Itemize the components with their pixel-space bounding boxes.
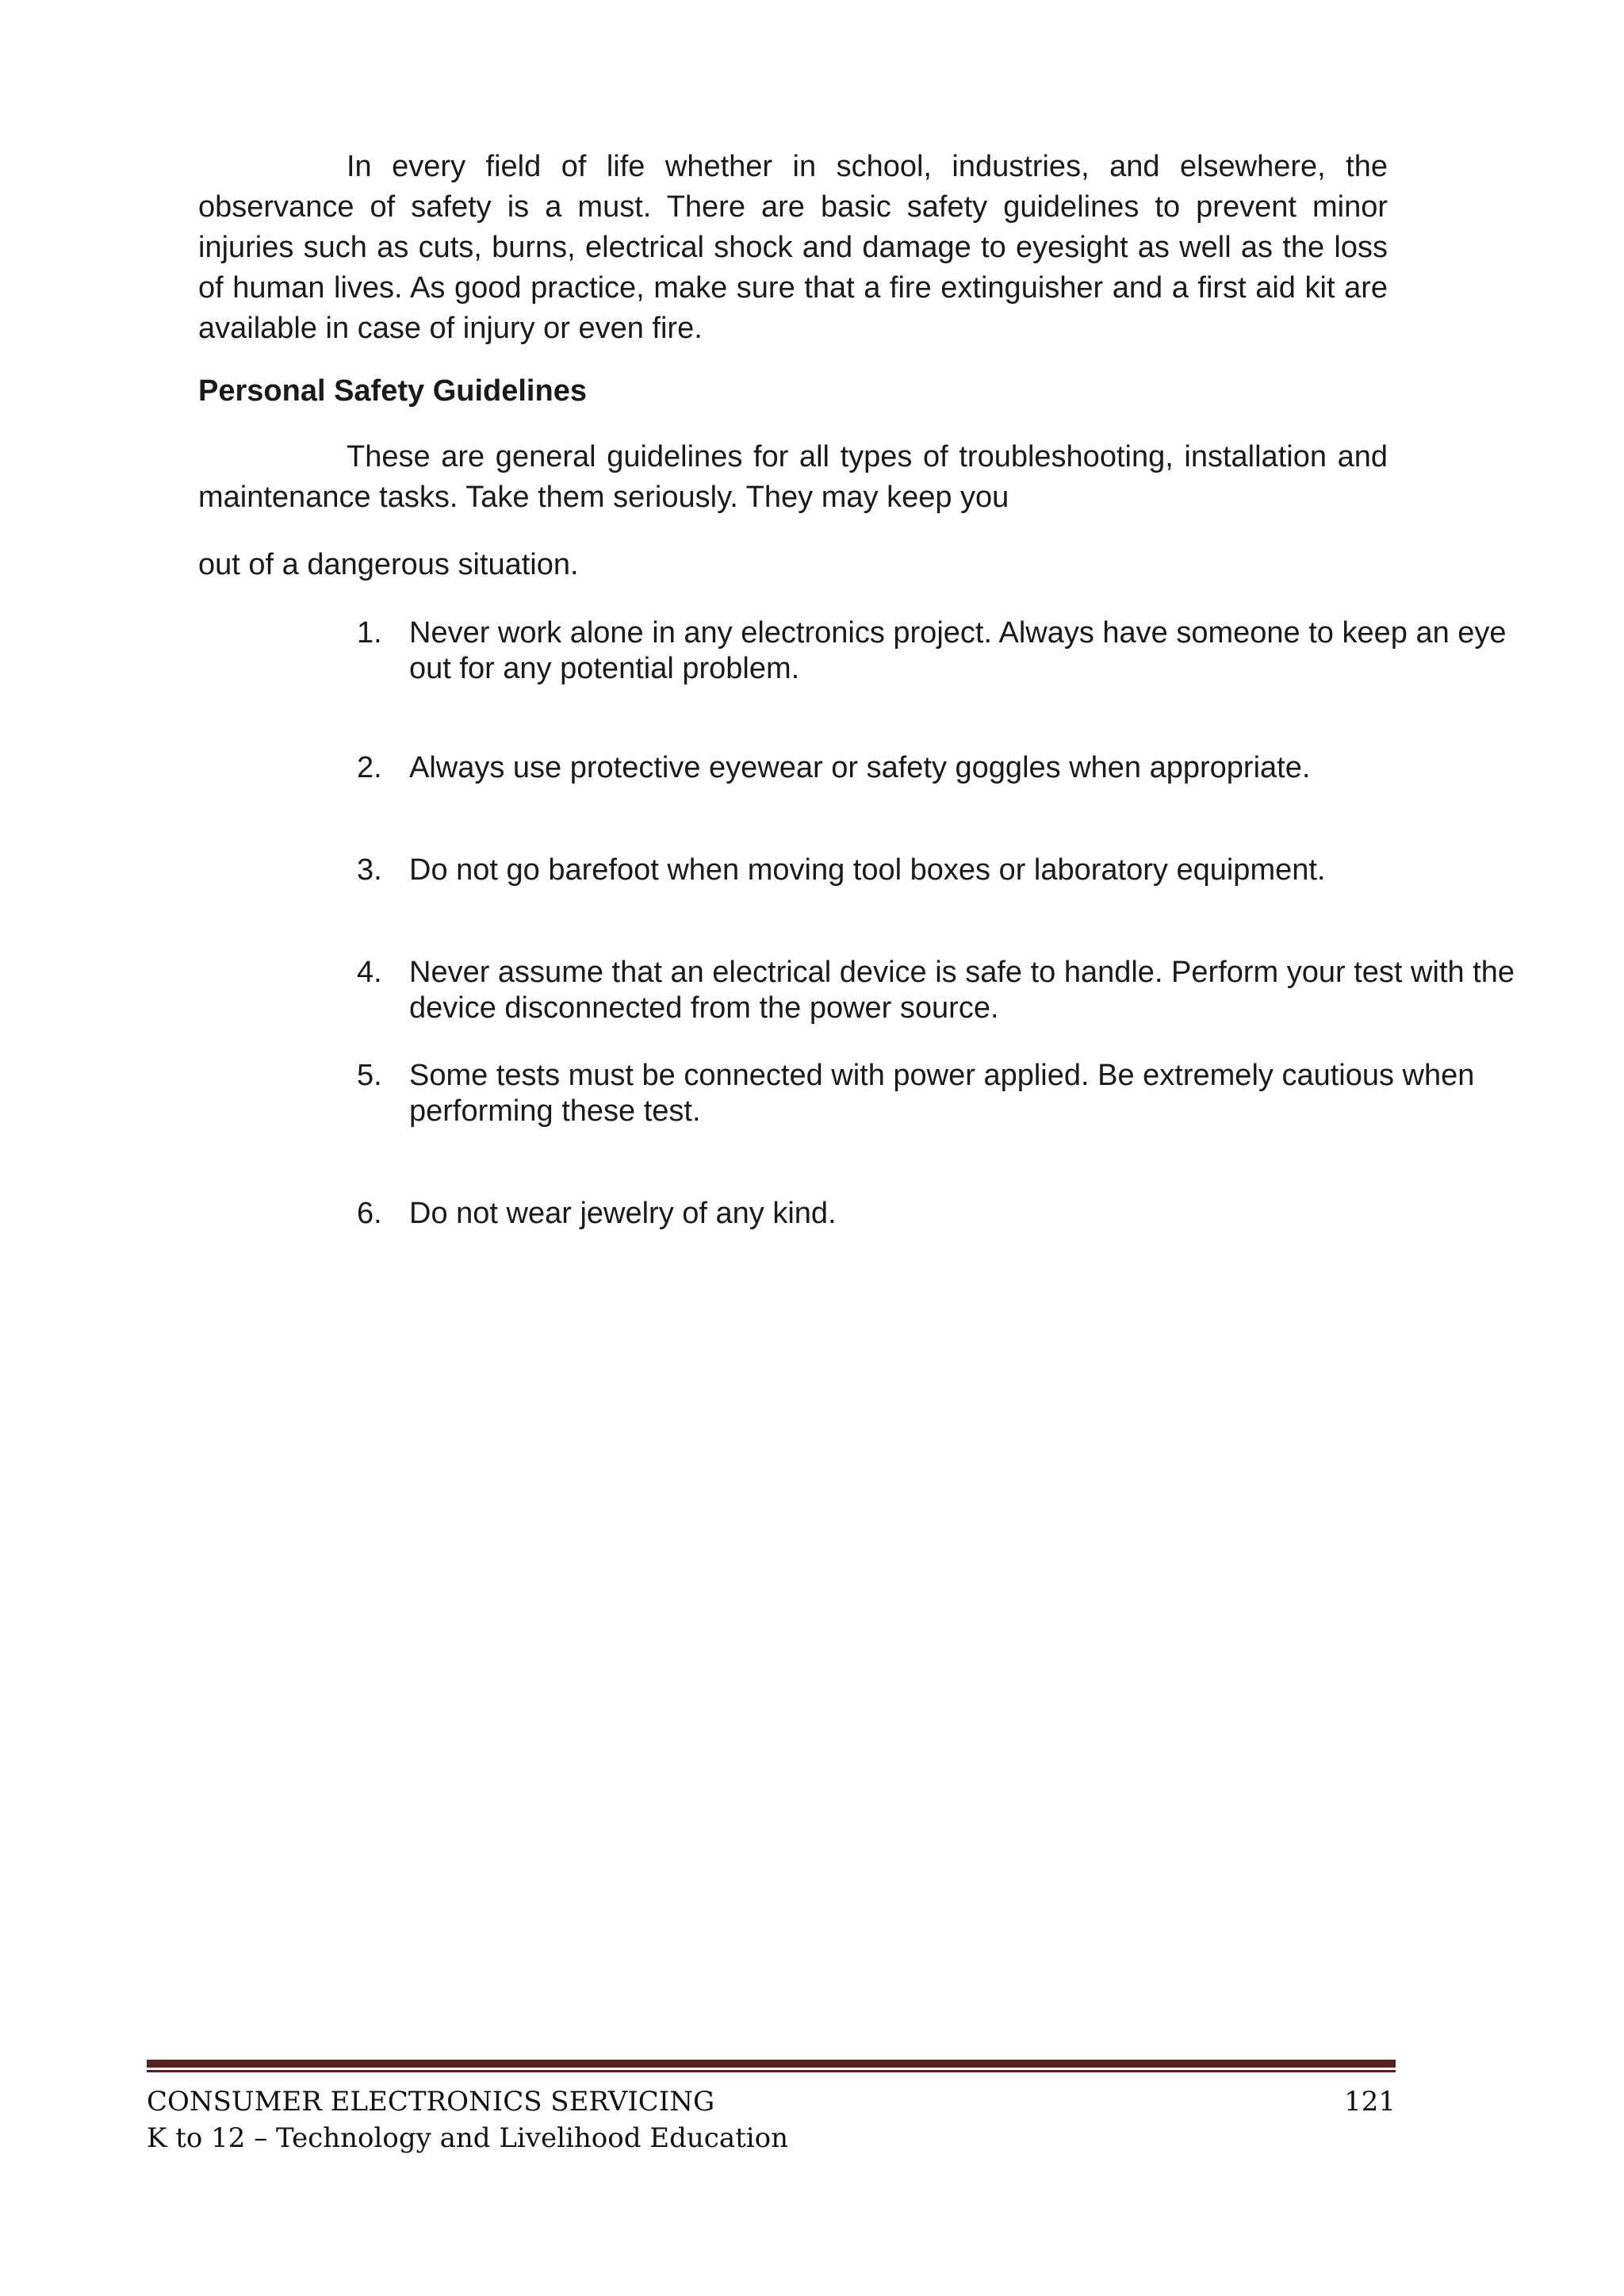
guidelines-intro-tail: out of a dangerous situation. <box>198 548 579 581</box>
list-item-text: Some tests must be connected with power applied. Be extremely cautious when performing these test. <box>409 1059 1475 1128</box>
page-content <box>198 147 1515 1232</box>
footer-divider <box>147 2060 1396 2068</box>
list-item-text: Do not go barefoot when moving tool boxes or laboratory equipment. <box>409 853 1326 887</box>
section-heading: Personal Safety Guidelines <box>198 374 587 408</box>
list-item-text: Never assume that an electrical device is safe to handle. Perform your test with the device disconnected from the power source. <box>409 956 1515 1025</box>
guidelines-list <box>198 615 1515 1232</box>
footer-divider-thin <box>147 2070 1396 2072</box>
list-item-number: 6. <box>357 1197 382 1230</box>
page-number: 121 <box>1344 2086 1396 2118</box>
list-item-number: 1. <box>357 616 382 650</box>
list-item <box>198 615 1551 687</box>
list-item-text: Do not wear jewelry of any kind. <box>409 1197 837 1230</box>
list-item <box>198 1058 1551 1129</box>
list-item-number: 2. <box>357 751 382 784</box>
list-item-text: Never work alone in any electronics project. Always have someone to keep an eye out for any potential problem. <box>409 616 1507 685</box>
footer-row <box>147 2083 1396 2120</box>
intro-paragraph: In every field of life whether in school, industries, and elsewhere, the observance of safety is a must. There are basic safety guidelines to prevent minor injuries such as cuts, burns, electrical shock and damage to eyesight as well as the loss of human lives. As good practice, make sure that a fire extinguisher and a first aid kit are available in case of injury or even fire. <box>198 150 1388 345</box>
list-item-number: 3. <box>357 853 382 887</box>
list-item <box>198 853 1551 888</box>
footer-course-title: CONSUMER ELECTRONICS SERVICING <box>147 2086 715 2118</box>
list-item <box>198 955 1551 1026</box>
page-footer <box>147 2060 1396 2156</box>
guidelines-intro: These are general guidelines for all types of troubleshooting, installation and maintenance tasks. Take them seriously. They may keep you <box>198 440 1388 514</box>
list-item-number: 5. <box>357 1059 382 1092</box>
list-item-number: 4. <box>357 956 382 989</box>
footer-subtitle: K to 12 – Technology and Livelihood Education <box>147 2122 788 2154</box>
list-item <box>198 750 1551 786</box>
list-item <box>198 1196 1551 1232</box>
list-item-text: Always use protective eyewear or safety goggles when appropriate. <box>409 751 1311 784</box>
